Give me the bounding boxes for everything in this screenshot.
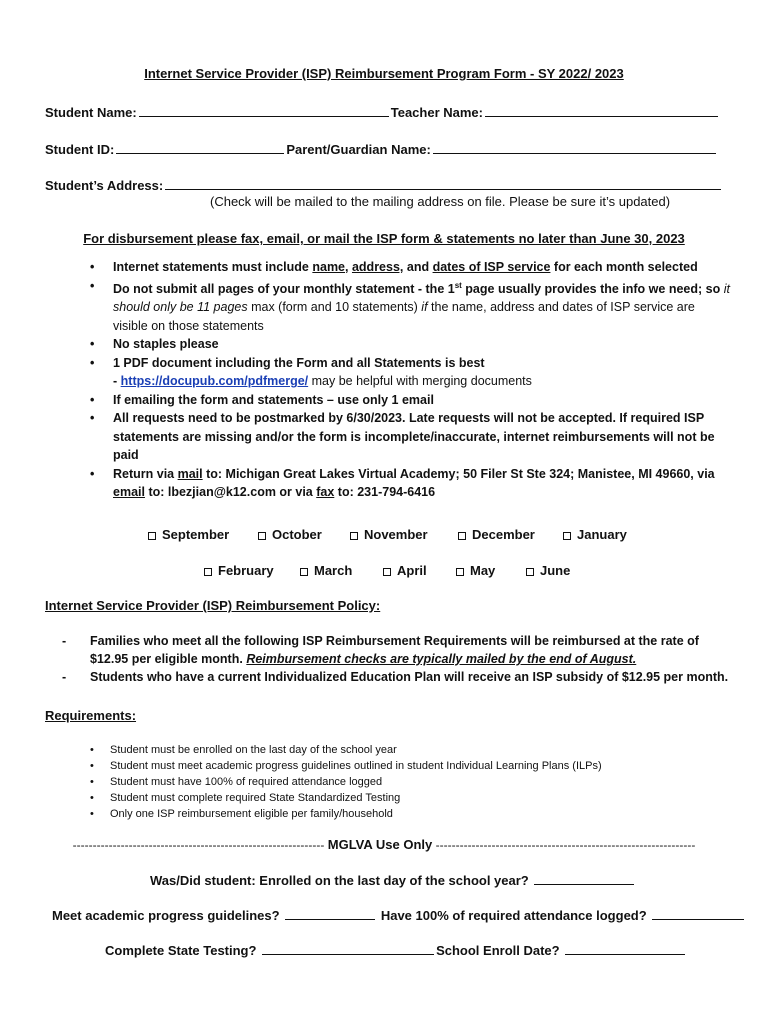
requirement-item: • Student must complete required State Standardized Testing	[90, 792, 401, 804]
rule-item: • Internet statements must include name, address, and dates of ISP service for each month selected	[90, 260, 698, 274]
office-question-progress: Meet academic progress guidelines? Have 100% of required attendance logged?	[52, 907, 746, 923]
month-checkbox[interactable]: February	[204, 563, 274, 578]
submission-rules-list	[90, 258, 730, 502]
month-checkbox[interactable]: April	[383, 563, 427, 578]
form-title: Internet Service Provider (ISP) Reimbursement Program Form - SY 2022/ 2023	[144, 66, 624, 81]
policy-list	[62, 632, 732, 686]
disbursement-notice: For disbursement please fax, email, or mail the ISP form & statements no later than June 30, 2023	[83, 231, 685, 246]
checkbox-icon[interactable]	[458, 532, 466, 540]
checkbox-icon[interactable]	[148, 532, 156, 540]
checkbox-icon[interactable]	[383, 568, 391, 576]
student-id-row	[45, 141, 718, 157]
requirements-heading: Requirements:	[45, 708, 137, 723]
month-checkbox[interactable]: June	[526, 563, 570, 578]
student-id-label: Student ID:	[45, 142, 115, 157]
requirement-item: • Student must be enrolled on the last day of the school year	[90, 744, 397, 756]
requirement-item: • Only one ISP reimbursement eligible per family/household	[90, 808, 393, 820]
month-checkbox[interactable]: October	[258, 527, 322, 542]
rule-item: • If emailing the form and statements – use only 1 email	[90, 392, 434, 407]
checkbox-icon[interactable]	[258, 532, 266, 540]
checkbox-icon[interactable]	[456, 568, 464, 576]
month-checkbox[interactable]: December	[458, 527, 535, 542]
month-checkbox[interactable]: March	[300, 563, 352, 578]
office-question-enrolled: Was/Did student: Enrolled on the last day of the school year?	[150, 872, 636, 888]
checkbox-icon[interactable]	[350, 532, 358, 540]
teacher-name-field[interactable]	[485, 104, 718, 117]
student-name-row	[45, 104, 720, 120]
teacher-name-label: Teacher Name:	[390, 105, 483, 120]
month-checkbox[interactable]: November	[350, 527, 428, 542]
office-question-testing: Complete State Testing? School Enroll Date?	[105, 942, 687, 958]
requirements-list	[90, 742, 602, 822]
requirement-item: • Student must meet academic progress guidelines outlined in student Individual Learning Plans (ILPs)	[90, 760, 602, 772]
checkbox-icon[interactable]	[204, 568, 212, 576]
checkbox-icon[interactable]	[526, 568, 534, 576]
rule-item: • No staples please	[90, 337, 219, 352]
policy-item: - Families who meet all the following ISP Reimbursement Requirements will be reimbursed at the rate of $12.95 per eligible month. Reimbursement checks are typically mailed by the end of August.	[62, 634, 699, 666]
checkbox-icon[interactable]	[300, 568, 308, 576]
testing-answer-field[interactable]	[262, 942, 434, 955]
rule-item: • Return via mail to: Michigan Great Lakes Virtual Academy; 50 Filer St Ste 324; Manistee, MI 49660, via email to: lbezjian@k12.com or via fax to: 231-794-6416	[90, 466, 715, 500]
attendance-answer-field[interactable]	[652, 907, 744, 920]
parent-name-label: Parent/Guardian Name:	[286, 142, 431, 157]
student-name-field[interactable]	[139, 104, 389, 117]
address-row	[45, 177, 723, 193]
rule-item: • Do not submit all pages of your monthly statement - the 1st page usually provides the info we need; so it should only be 11 pages max (form and 10 statements) if the name, address and dates of ISP service are visible on those statements	[90, 278, 730, 333]
office-use-label: MGLVA Use Only	[327, 837, 433, 852]
enrolled-answer-field[interactable]	[534, 872, 634, 885]
parent-name-field[interactable]	[433, 141, 716, 154]
office-use-separator: --------------------------------------------------------------- MGLVA Use Only -----------------------------------------------------------------	[72, 837, 696, 852]
month-checkbox[interactable]: September	[148, 527, 229, 542]
student-id-field[interactable]	[116, 141, 284, 154]
checkbox-icon[interactable]	[563, 532, 571, 540]
address-label: Student’s Address:	[45, 178, 164, 193]
address-field[interactable]	[165, 177, 721, 190]
pdfmerge-link[interactable]: https://docupub.com/pdfmerge/	[120, 374, 309, 389]
rule-item: • All requests need to be postmarked by 6/30/2023. Late requests will not be accepted. If required ISP statements are missing and/or the form is incomplete/inaccurate, internet reimbursements will not be paid	[90, 411, 715, 463]
enroll-date-field[interactable]	[565, 942, 685, 955]
progress-answer-field[interactable]	[285, 907, 375, 920]
rule-item: • 1 PDF document including the Form and all Statements is best	[90, 355, 485, 370]
address-note: (Check will be mailed to the mailing address on file. Please be sure it’s updated)	[210, 194, 671, 209]
policy-heading: Internet Service Provider (ISP) Reimbursement Policy:	[45, 598, 381, 613]
requirement-item: • Student must have 100% of required attendance logged	[90, 776, 383, 788]
policy-item: - Students who have a current Individualized Education Plan will receive an ISP subsidy of $12.95 per month.	[62, 670, 729, 684]
student-name-label: Student Name:	[45, 105, 137, 120]
month-checkbox[interactable]: May	[456, 563, 495, 578]
rule-subitem: - https://docupub.com/pdfmerge/ may be helpful with merging documents	[113, 374, 532, 389]
month-checkbox[interactable]: January	[563, 527, 627, 542]
